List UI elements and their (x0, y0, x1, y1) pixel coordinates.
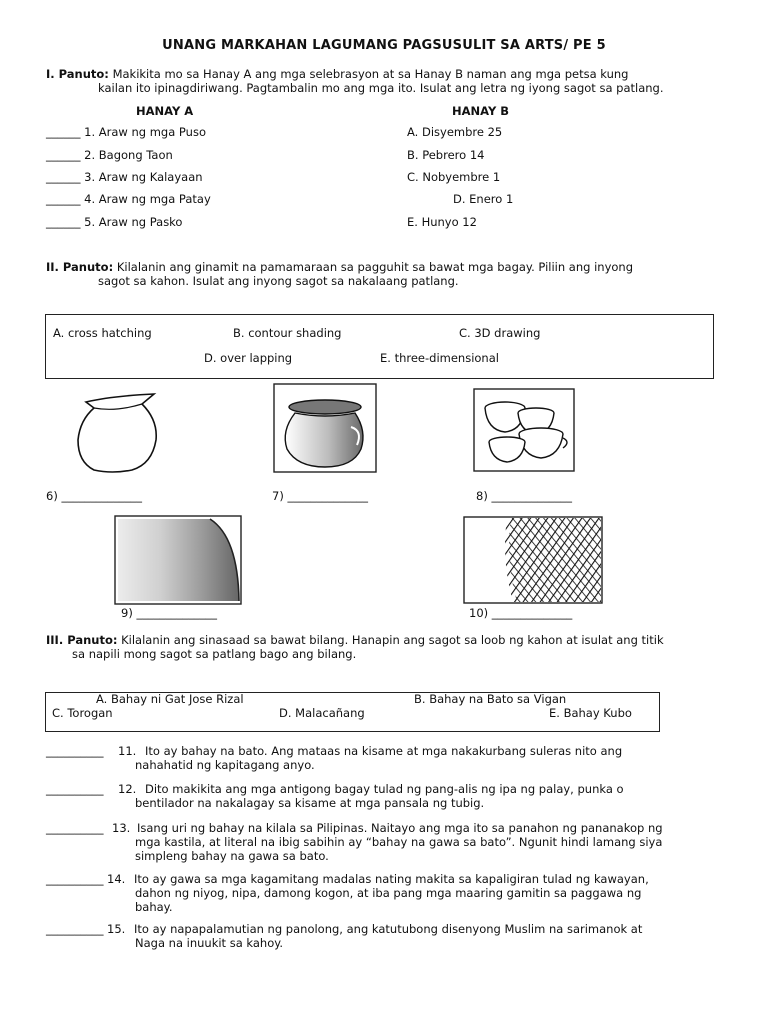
answer-blank-15[interactable]: __________ (46, 922, 104, 936)
part1-instructions (46, 67, 628, 81)
part2-instructions (46, 260, 633, 274)
pot-shading-drawing (273, 383, 377, 473)
part1-label: I. Panuto: (46, 67, 109, 81)
hanay-b-item: D. Enero 1 (453, 192, 514, 206)
hanay-a-item: ______ 1. Araw ng mga Puso (46, 125, 206, 139)
pot-contour-drawing (72, 390, 160, 476)
part3-choice: C. Torogan (52, 706, 113, 720)
answer-blank-14[interactable]: __________ (46, 872, 104, 886)
part3-choice: E. Bahay Kubo (549, 706, 632, 720)
answer-blank-6[interactable]: 6) ______________ (46, 489, 142, 503)
part3-line2: sa napili mong sagot sa patlang bago ang bilang. (72, 647, 357, 661)
part2-choice: C. 3D drawing (459, 326, 541, 340)
part2-line2: sagot sa kahon. Isulat ang inyong sagot sa nakalaang patlang. (98, 274, 459, 288)
cups-overlapping-drawing (473, 388, 575, 472)
item-text: Ito ay gawa sa mga kagamitang madalas nating makita sa kapaligiran tulad ng kawayan, (134, 872, 649, 886)
item-number: 13. (112, 821, 131, 835)
item-number: 14. (107, 872, 126, 886)
item-text: Isang uri ng bahay na kilala sa Pilipinas. Naitayo ang mga ito sa panahon ng pananakop ng (137, 821, 663, 835)
item-text-continued: bahay. (135, 900, 173, 914)
item-text-continued: simpleng bahay na gawa sa bato. (135, 849, 329, 863)
part1-line2: kailan ito ipinagdiriwang. Pagtambalin mo ang mga ito. Isulat ang letra ng iyong sagot sa patlang. (98, 81, 664, 95)
part2-choice: E. three-dimensional (380, 351, 499, 365)
hanay-b-item: B. Pebrero 14 (407, 148, 485, 162)
part3-instructions (46, 633, 664, 647)
item-text: Dito makikita ang mga antigong bagay tulad ng pang-alis ng ipa ng palay, punka o (145, 782, 624, 796)
item-text-continued: mga kastila, at literal na ibig sabihin ay “bahay na gawa sa bato”. Ngunit hindi lamang siya (135, 835, 663, 849)
part2-choice: A. cross hatching (53, 326, 152, 340)
part2-choices-box (45, 314, 714, 379)
hanay-a-header: HANAY A (136, 104, 194, 118)
part3-choice: D. Malacañang (279, 706, 365, 720)
answer-blank-13[interactable]: __________ (46, 821, 104, 835)
cross-hatching-drawing (463, 516, 603, 604)
answer-blank-9[interactable]: 9) ______________ (121, 606, 217, 620)
answer-blank-7[interactable]: 7) ______________ (272, 489, 368, 503)
hanay-b-item: E. Hunyo 12 (407, 215, 477, 229)
item-text-continued: nahahatid ng kapitagang anyo. (135, 758, 315, 772)
hanay-b-header: HANAY B (452, 104, 510, 118)
part3-label: III. Panuto: (46, 633, 118, 647)
part2-choice: B. contour shading (233, 326, 342, 340)
hanay-a-item: ______ 4. Araw ng mga Patay (46, 192, 211, 206)
part3-choice: B. Bahay na Bato sa Vigan (414, 692, 567, 706)
item-number: 11. (118, 744, 137, 758)
shading-sample-drawing (114, 515, 242, 605)
answer-blank-8[interactable]: 8) ______________ (476, 489, 572, 503)
hanay-a-item: ______ 2. Bagong Taon (46, 148, 173, 162)
item-number: 15. (107, 922, 126, 936)
hanay-b-item: C. Nobyembre 1 (407, 170, 501, 184)
answer-blank-12[interactable]: __________ (46, 782, 104, 796)
part1-line1: Makikita mo sa Hanay A ang mga selebrasyon at sa Hanay B naman ang mga petsa kung (112, 67, 629, 81)
hanay-b-item: A. Disyembre 25 (407, 125, 503, 139)
item-text-continued: Naga na inuukit sa kahoy. (135, 936, 284, 950)
item-text-continued: dahon ng niyog, nipa, damong kogon, at iba pang mga maaring gamitin sa paggawa ng (135, 886, 642, 900)
item-text-continued: bentilador na nakalagay sa kisame at mga pansala ng tubig. (135, 796, 485, 810)
item-text: Ito ay bahay na bato. Ang mataas na kisame at mga nakakurbang suleras nito ang (145, 744, 623, 758)
answer-blank-11[interactable]: __________ (46, 744, 104, 758)
part2-line1: Kilalanin ang ginamit na pamamaraan sa pagguhit sa bawat mga bagay. Piliin ang inyong (116, 260, 634, 274)
part3-choice: A. Bahay ni Gat Jose Rizal (96, 692, 244, 706)
item-text: Ito ay napapalamutian ng panolong, ang katutubong disenyong Muslim na sarimanok at (134, 922, 643, 936)
item-number: 12. (118, 782, 137, 796)
hanay-a-item: ______ 3. Araw ng Kalayaan (46, 170, 203, 184)
answer-blank-10[interactable]: 10) ______________ (469, 606, 573, 620)
part2-choice: D. over lapping (204, 351, 293, 365)
part2-label: II. Panuto: (46, 260, 114, 274)
part3-line1: Kilalanin ang sinasaad sa bawat bilang. Hanapin ang sagot sa loob ng kahon at isulat ang titik (121, 633, 664, 647)
page-title: UNANG MARKAHAN LAGUMANG PAGSUSULIT SA ARTS/ PE 5 (162, 38, 606, 53)
hanay-a-item: ______ 5. Araw ng Pasko (46, 215, 183, 229)
